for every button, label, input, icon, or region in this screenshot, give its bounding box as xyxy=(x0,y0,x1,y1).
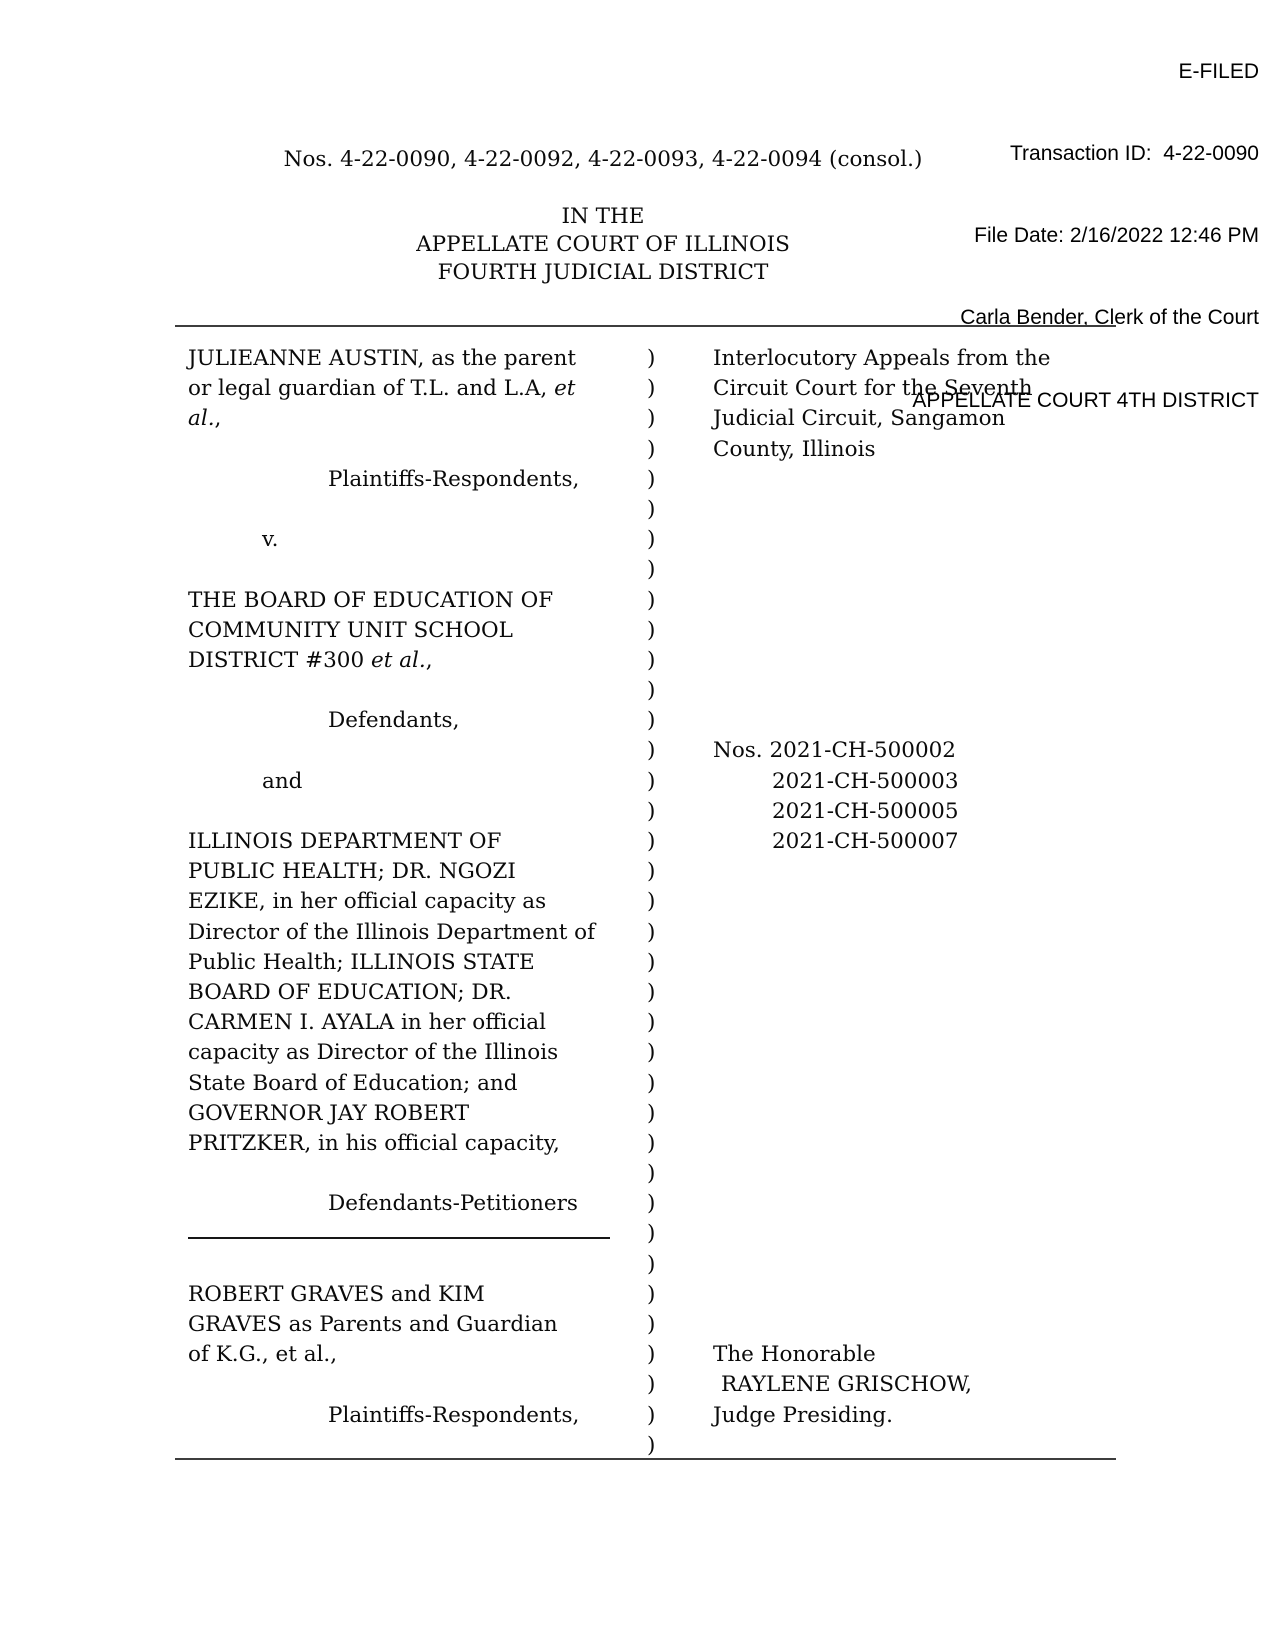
caption-row xyxy=(188,555,1183,585)
caption-row xyxy=(188,1219,1183,1249)
caption-right-text xyxy=(713,1250,1183,1280)
caption-left-text: CARMEN I. AYALA in her official xyxy=(188,1010,546,1036)
caption-paren: ) xyxy=(647,587,656,613)
caption-left-text: Defendants, xyxy=(328,708,460,734)
caption-left-text xyxy=(188,736,638,766)
caption-right-text xyxy=(713,1159,1183,1189)
caption-left-text: ROBERT GRAVES and KIM xyxy=(188,1281,485,1307)
caption-left-text: EZIKE, in her official capacity as xyxy=(188,889,547,915)
caption-row xyxy=(188,827,1183,857)
caption-left-text: capacity as Director of the Illinois xyxy=(188,1040,559,1066)
caption-row xyxy=(188,948,1183,978)
caption-right-text xyxy=(713,1008,1183,1038)
italic-text: et xyxy=(554,376,576,402)
caption-left-text: PRITZKER, in his official capacity, xyxy=(188,1130,560,1156)
caption-paren: ) xyxy=(647,979,656,1005)
caption-right-text: County, Illinois xyxy=(713,436,876,462)
caption-left-text: v. xyxy=(262,527,279,553)
caption-left-text xyxy=(188,1159,638,1189)
caption-left-text xyxy=(188,435,638,465)
caption-paren: ) xyxy=(647,1281,656,1307)
caption-row xyxy=(188,344,1183,374)
caption-paren: ) xyxy=(647,1010,656,1036)
party-separator-line xyxy=(188,1219,610,1239)
caption-paren: ) xyxy=(647,617,656,643)
caption-right-text xyxy=(713,676,1183,706)
caption-row xyxy=(188,1189,1183,1219)
caption-left-separator xyxy=(188,1219,638,1249)
caption-left-text: Director of the Illinois Department of xyxy=(188,919,596,945)
caption-rule-bottom xyxy=(175,1458,1116,1460)
case-caption xyxy=(188,344,1183,1461)
heading-line-district: FOURTH JUDICIAL DISTRICT xyxy=(437,260,769,285)
caption-paren: ) xyxy=(647,1161,656,1187)
caption-row xyxy=(188,374,1183,404)
caption-row xyxy=(188,1401,1183,1431)
caption-right-text xyxy=(713,1280,1183,1310)
caption-right-text: Judicial Circuit, Sangamon xyxy=(713,406,1006,432)
caption-right-text xyxy=(713,1431,1183,1461)
caption-left-text xyxy=(188,374,638,404)
caption-row xyxy=(188,1310,1183,1340)
caption-row xyxy=(188,797,1183,827)
plain-text: DISTRICT #300 xyxy=(188,647,371,673)
caption-right-text: RAYLENE GRISCHOW, xyxy=(721,1372,972,1398)
caption-paren: ) xyxy=(647,829,656,854)
caption-paren: ) xyxy=(647,1312,656,1337)
court-heading xyxy=(173,203,1033,287)
court-district: APPELLATE COURT 4TH DISTRICT xyxy=(912,388,1259,412)
caption-row xyxy=(188,646,1183,676)
caption-paren: ) xyxy=(647,1432,656,1458)
caption-right-text xyxy=(713,1189,1183,1219)
caption-paren: ) xyxy=(647,1402,656,1428)
caption-row xyxy=(188,767,1183,797)
caption-row xyxy=(188,887,1183,917)
caption-paren: ) xyxy=(647,678,656,704)
caption-paren: ) xyxy=(647,708,656,734)
caption-right-text: Nos. 2021-CH-500002 xyxy=(713,738,956,764)
caption-paren: ) xyxy=(647,557,656,583)
caption-right-text xyxy=(713,646,1183,676)
caption-right-text: 2021-CH-500003 xyxy=(772,768,959,794)
caption-paren: ) xyxy=(647,527,656,553)
caption-paren: ) xyxy=(647,1372,656,1398)
caption-row xyxy=(188,1370,1183,1400)
plain-text: or legal guardian of T.L. and L.A, xyxy=(188,376,555,402)
caption-row xyxy=(188,1280,1183,1310)
caption-paren: ) xyxy=(647,1070,656,1096)
docket-numbers-line: Nos. 4-22-0090, 4-22-0092, 4-22-0093, 4-22-0094 (consol.) xyxy=(283,147,923,172)
caption-row xyxy=(188,736,1183,766)
caption-row xyxy=(188,404,1183,434)
caption-row xyxy=(188,1038,1183,1068)
caption-paren: ) xyxy=(647,496,656,522)
caption-right-text xyxy=(713,616,1183,646)
caption-right-text xyxy=(713,706,1183,736)
caption-right-text xyxy=(713,948,1183,978)
caption-left-text: Plaintiffs-Respondents, xyxy=(328,1402,580,1428)
caption-left-text xyxy=(188,495,638,525)
caption-right-text: 2021-CH-500007 xyxy=(772,829,959,854)
caption-right-text xyxy=(713,1038,1183,1068)
caption-row xyxy=(188,1431,1183,1461)
caption-right-text: 2021-CH-500005 xyxy=(772,798,959,824)
caption-row xyxy=(188,1008,1183,1038)
caption-left-text xyxy=(188,676,638,706)
caption-left-text xyxy=(188,1250,638,1280)
caption-left-text: ILLINOIS DEPARTMENT OF xyxy=(188,829,502,854)
caption-row xyxy=(188,676,1183,706)
caption-left-text: Plaintiffs-Respondents, xyxy=(328,466,580,492)
caption-paren: ) xyxy=(647,647,656,673)
caption-paren: ) xyxy=(647,376,656,402)
caption-row xyxy=(188,1069,1183,1099)
caption-row xyxy=(188,1250,1183,1280)
caption-left-text: Defendants-Petitioners xyxy=(328,1191,578,1217)
caption-paren: ) xyxy=(647,1251,656,1277)
caption-paren: ) xyxy=(647,859,656,885)
caption-paren: ) xyxy=(647,738,656,764)
caption-paren: ) xyxy=(647,1040,656,1066)
caption-paren: ) xyxy=(647,436,656,462)
caption-paren: ) xyxy=(647,466,656,492)
caption-paren: ) xyxy=(647,1221,656,1247)
caption-rule-top xyxy=(175,325,1116,327)
italic-text: et al. xyxy=(371,647,426,673)
caption-paren: ) xyxy=(647,1342,656,1368)
caption-row xyxy=(188,525,1183,555)
caption-right-text: Interlocutory Appeals from the xyxy=(713,346,1051,371)
caption-row xyxy=(188,857,1183,887)
caption-left-text: BOARD OF EDUCATION; DR. xyxy=(188,979,512,1005)
caption-left-text xyxy=(188,555,638,585)
caption-left-text: THE BOARD OF EDUCATION OF xyxy=(188,587,554,613)
caption-right-text xyxy=(713,918,1183,948)
caption-left-text: State Board of Education; and xyxy=(188,1070,518,1096)
caption-row xyxy=(188,1099,1183,1129)
caption-paren: ) xyxy=(647,919,656,945)
caption-row xyxy=(188,465,1183,495)
caption-row xyxy=(188,706,1183,736)
caption-left-text: PUBLIC HEALTH; DR. NGOZI xyxy=(188,859,516,885)
transaction-id: Transaction ID: 4-22-0090 xyxy=(1009,142,1259,166)
caption-row xyxy=(188,495,1183,525)
caption-left-text: GOVERNOR JAY ROBERT xyxy=(188,1100,470,1126)
caption-paren: ) xyxy=(647,768,656,794)
caption-right-text: The Honorable xyxy=(713,1342,876,1368)
caption-row xyxy=(188,586,1183,616)
file-date: File Date: 2/16/2022 12:46 PM xyxy=(974,224,1259,248)
caption-row xyxy=(188,1129,1183,1159)
caption-row xyxy=(188,435,1183,465)
caption-row xyxy=(188,1159,1183,1189)
efiled-label: E-FILED xyxy=(1178,59,1259,83)
caption-right-text xyxy=(713,586,1183,616)
caption-right-text xyxy=(713,555,1183,585)
caption-right-text xyxy=(713,1099,1183,1129)
caption-right-text xyxy=(713,525,1183,555)
caption-right-text xyxy=(713,1219,1183,1249)
caption-left-text: and xyxy=(262,768,303,794)
caption-left-text xyxy=(188,797,638,827)
caption-paren: ) xyxy=(647,949,656,975)
caption-paren: ) xyxy=(647,889,656,915)
caption-row xyxy=(188,918,1183,948)
clerk-name: Carla Bender, Clerk of the Court xyxy=(960,306,1259,330)
caption-paren: ) xyxy=(647,1191,656,1217)
caption-right-text xyxy=(713,887,1183,917)
caption-right-text xyxy=(713,857,1183,887)
caption-paren: ) xyxy=(647,798,656,824)
caption-paren: ) xyxy=(647,406,656,432)
caption-row xyxy=(188,616,1183,646)
caption-row xyxy=(188,1340,1183,1370)
italic-text: al. xyxy=(188,406,215,432)
caption-left-text: GRAVES as Parents and Guardian xyxy=(188,1312,558,1337)
caption-left-text xyxy=(188,646,638,676)
caption-right-text xyxy=(713,1069,1183,1099)
caption-left-text: JULIEANNE AUSTIN, as the parent xyxy=(188,346,576,371)
caption-right-text xyxy=(713,1129,1183,1159)
caption-right-text xyxy=(713,1310,1183,1340)
caption-row xyxy=(188,978,1183,1008)
caption-left-text xyxy=(188,404,638,434)
caption-paren: ) xyxy=(647,1130,656,1156)
caption-right-text: Circuit Court for the Seventh xyxy=(713,376,1033,402)
plain-text: , xyxy=(425,647,433,673)
caption-right-text: Judge Presiding. xyxy=(713,1402,894,1428)
heading-line-court: APPELLATE COURT OF ILLINOIS xyxy=(416,232,790,257)
heading-line-in-the: IN THE xyxy=(561,204,645,229)
caption-right-text xyxy=(713,978,1183,1008)
plain-text: , xyxy=(214,406,222,432)
caption-left-text: of K.G., et al., xyxy=(188,1342,338,1368)
caption-right-text xyxy=(713,465,1183,495)
caption-left-text xyxy=(188,1370,638,1400)
caption-left-text: COMMUNITY UNIT SCHOOL xyxy=(188,617,513,643)
caption-left-text xyxy=(188,1431,638,1461)
caption-left-text: Public Health; ILLINOIS STATE xyxy=(188,949,535,975)
caption-right-text xyxy=(713,495,1183,525)
caption-paren: ) xyxy=(647,1100,656,1126)
caption-paren: ) xyxy=(647,346,656,371)
